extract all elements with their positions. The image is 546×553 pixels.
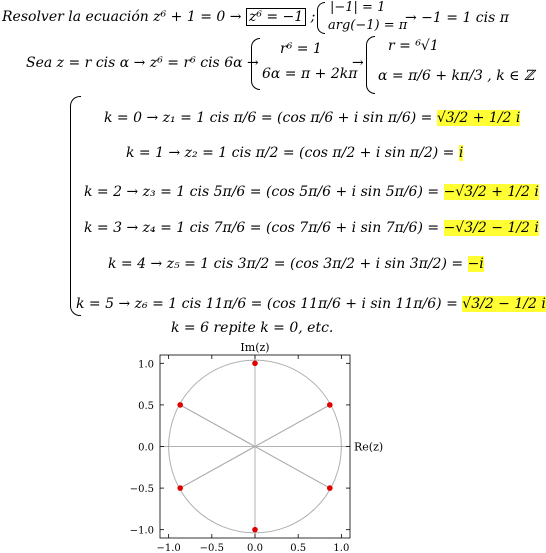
header-text: Resolver la ecuación z⁶ + 1 = 0 → [2,9,242,25]
x-tick-label: 1.0 [333,543,350,553]
x-tick-label: 0.0 [247,543,263,553]
x-tick-label: 0.5 [290,543,307,553]
root-point [327,402,333,408]
x-tick-label: −1.0 [156,543,181,553]
root-row-1-text: k = 0 → z₁ = 1 cis π/6 = (cos π/6 + i sin π/6) = [104,110,433,126]
root-point [177,402,183,408]
root-point [252,361,258,367]
y-tick-label: 0.0 [138,442,154,454]
second-text: Sea z = r cis α → z⁶ = r⁶ cis 6α → [26,55,259,71]
solution-1: r = ⁶√1 [388,38,439,54]
system-eq2: 6α = π + 2kπ [262,66,358,82]
x-tick-label: −0.5 [199,543,224,553]
y-tick-label: −0.5 [129,484,154,496]
condition-1: |−1| = 1 [330,0,386,15]
root-row-2-answer: i [458,145,464,161]
root-row-4-text: k = 3 → z₄ = 1 cis 7π/6 = (cos 7π/6 + i sin 7π/6) = [84,220,440,236]
root-point [252,527,258,533]
y-tick-label: 0.5 [138,400,154,412]
boxed-equation: z⁶ = −1 [246,8,306,26]
y-axis-label: Im(z) [240,341,270,354]
root-row-2-text: k = 1 → z₂ = 1 cis π/2 = (cos π/2 + i sin π/2) = [126,145,455,161]
root-row-4-answer: −√3/2 − 1/2 i [443,220,539,236]
root-row-5-text: k = 4 → z₅ = 1 cis 3π/2 = (cos 3π/2 + i sin 3π/2) = [108,256,464,272]
root-row-3-text: k = 2 → z₃ = 1 cis 5π/6 = (cos 5π/6 + i sin 5π/6) = [84,184,440,200]
x-axis-label: Re(z) [354,440,384,454]
y-tick-label: −1.0 [129,525,154,537]
root-row-5-answer: −i [467,256,484,272]
root-row-3-answer: −√3/2 + 1/2 i [443,184,539,200]
root-row-6-answer: √3/2 − 1/2 i [462,296,546,312]
root-point [327,485,333,491]
root-point [177,485,183,491]
system-arrow: → [352,55,364,71]
repeat-note: k = 6 repite k = 0, etc. [171,320,334,336]
condition-2: arg(−1) = π [328,18,408,33]
solution-2: α = π/6 + kπ/3 , k ∈ ℤ [378,68,535,84]
y-tick-label: 1.0 [138,359,154,371]
root-row-6-text: k = 5 → z₆ = 1 cis 11π/6 = (cos 11π/6 + i sin 11π/6) = [76,296,458,312]
system-eq1: r⁶ = 1 [280,41,322,57]
header-result: → −1 = 1 cis π [405,10,509,26]
root-row-1-answer: √3/2 + 1/2 i [436,110,521,126]
header-semicolon: ; [310,9,316,25]
